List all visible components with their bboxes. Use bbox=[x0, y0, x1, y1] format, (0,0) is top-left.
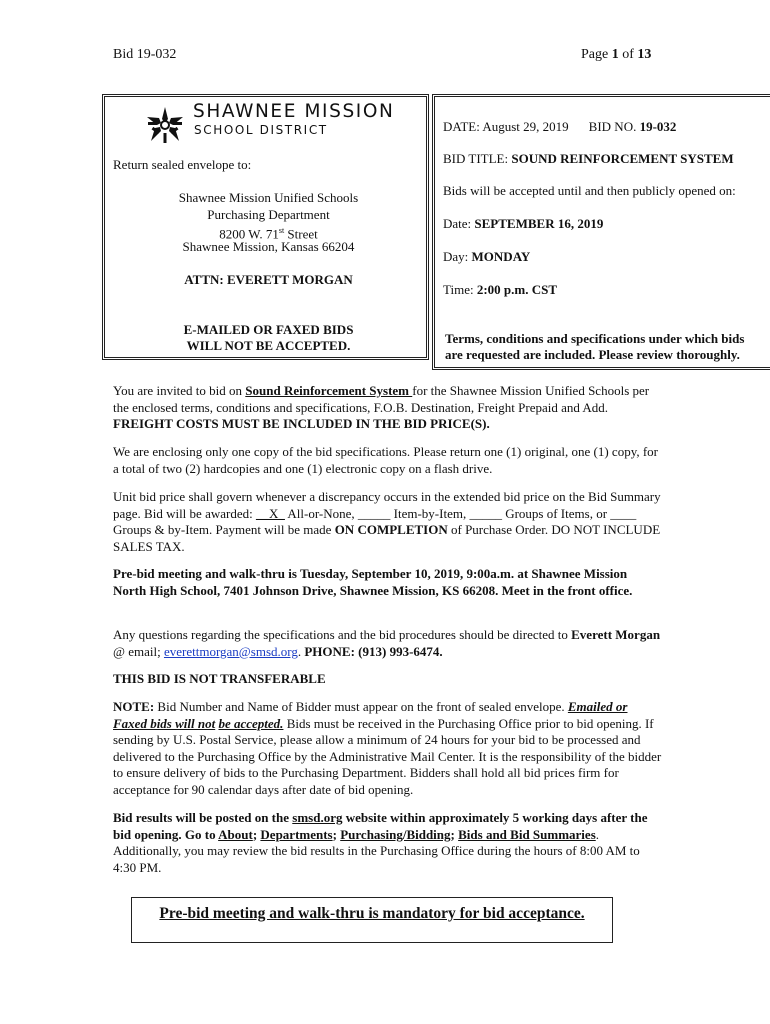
not-transferable-notice: THIS BID IS NOT TRANSFERABLE bbox=[113, 671, 326, 686]
mandatory-prebid-notice: Pre-bid meeting and walk-thru is mandatory for bid acceptance. bbox=[159, 905, 585, 922]
bid-date-line: DATE: August 29, 2019 BID NO. 19-032 bbox=[443, 119, 677, 134]
invitation-paragraph: You are invited to bid on Sound Reinforcement System for the Shawnee Mission Unified Schools per the enclosed terms, conditions and specifications, F.O.B. Destination, Freight Prepaid and Add. FREIGHT COSTS MUST BE INCLUDED IN THE BID PRICE(S). bbox=[113, 383, 650, 431]
attention-line: ATTN: EVERETT MORGAN bbox=[184, 272, 353, 287]
award-paragraph: Unit bid price shall govern whenever a discrepancy occurs in the extended bid price on the Bid Summary page. Bid will be awarded: __X_ All-or-None, _____ Item-by-Item, _____ Groups of Items, or ____ Groups & by-Item. Payment will be made ON COMPLETION of Purchase Order. DO NOT INCLUDE SALES TAX. bbox=[113, 489, 661, 554]
questions-paragraph: Any questions regarding the specifications and the bid procedures should be directed to Everett Morgan @ email; everettmorgan@smsd.org. PHONE: (913) 993-6474. bbox=[113, 627, 661, 659]
bid-results-paragraph: Bid results will be posted on the smsd.org website within approximately 5 working days after the bid opening. Go to About; Departments; Purchasing/Bidding; Bids and Bid Summaries. Additionally, you may review the bid results in the Purchasing Office during the hours of 8:00 AM to 4:30 PM. bbox=[113, 810, 648, 875]
emailed-warning-line-1: E-MAILED OR FAXED BIDS bbox=[183, 322, 354, 337]
address-line-2: Purchasing Department bbox=[207, 207, 330, 222]
bid-info-box bbox=[432, 94, 770, 370]
district-name: SHAWNEE MISSION bbox=[193, 101, 395, 122]
prebid-meeting-paragraph: Pre-bid meeting and walk-thru is Tuesday, September 10, 2019, 9:00a.m. at Shawnee Mission North High School, 7401 Johnson Drive, Shawnee Mission, KS 66208. Meet in the front office. bbox=[113, 566, 633, 598]
contact-email-link[interactable]: everettmorgan@smsd.org bbox=[163, 643, 298, 659]
shawnee-mission-star-logo-icon bbox=[143, 105, 187, 145]
address-line-3: 8200 W. 71st Street bbox=[219, 226, 318, 242]
mandatory-prebid-notice-box bbox=[131, 897, 613, 943]
opening-date-line: Date: SEPTEMBER 16, 2019 bbox=[443, 216, 604, 231]
emailed-warning-line-2: WILL NOT BE ACCEPTED. bbox=[186, 338, 351, 353]
return-address-box bbox=[102, 94, 429, 360]
address-line-4: Shawnee Mission, Kansas 66204 bbox=[182, 239, 355, 254]
opening-time-line: Time: 2:00 p.m. CST bbox=[443, 282, 558, 297]
page-indicator: Page 1 of 13 bbox=[581, 47, 652, 62]
opening-day-line: Day: MONDAY bbox=[443, 249, 531, 264]
district-subtitle: SCHOOL DISTRICT bbox=[194, 123, 328, 137]
copies-paragraph: We are enclosing only one copy of the bid specifications. Please return one (1) original, one (1) copy, for a total of two (2) hardcopies and one (1) electronic copy on a flash drive. bbox=[113, 444, 659, 476]
bids-accepted-text: Bids will be accepted until and then publicly opened on: bbox=[443, 183, 736, 198]
bid-title-line: BID TITLE: SOUND REINFORCEMENT SYSTEM bbox=[443, 151, 734, 166]
terms-notice: Terms, conditions and specifications under which bids are requested are included. Please review thoroughly. bbox=[445, 331, 745, 362]
return-instructions: Return sealed envelope to: bbox=[113, 157, 252, 172]
address-line-1: Shawnee Mission Unified Schools bbox=[178, 190, 359, 205]
bid-number-header: Bid 19-032 bbox=[113, 47, 177, 62]
note-paragraph: NOTE: Bid Number and Name of Bidder must appear on the front of sealed envelope. Emailed or Faxed bids will not be accepted. Bids must be received in the Purchasing Office prior to bid opening. If sending by U.S. Postal Service, please allow a minimum of 24 hours for your bid to be processed and delivered to the Purchasing Office by the Administrative Mail Center. It is the responsibility of the bidder to ensure delivery of bids to the Purchasing Department. Bidders shall hold all bid prices firm for acceptance for 90 calendar days after date of bid opening. bbox=[113, 699, 662, 797]
